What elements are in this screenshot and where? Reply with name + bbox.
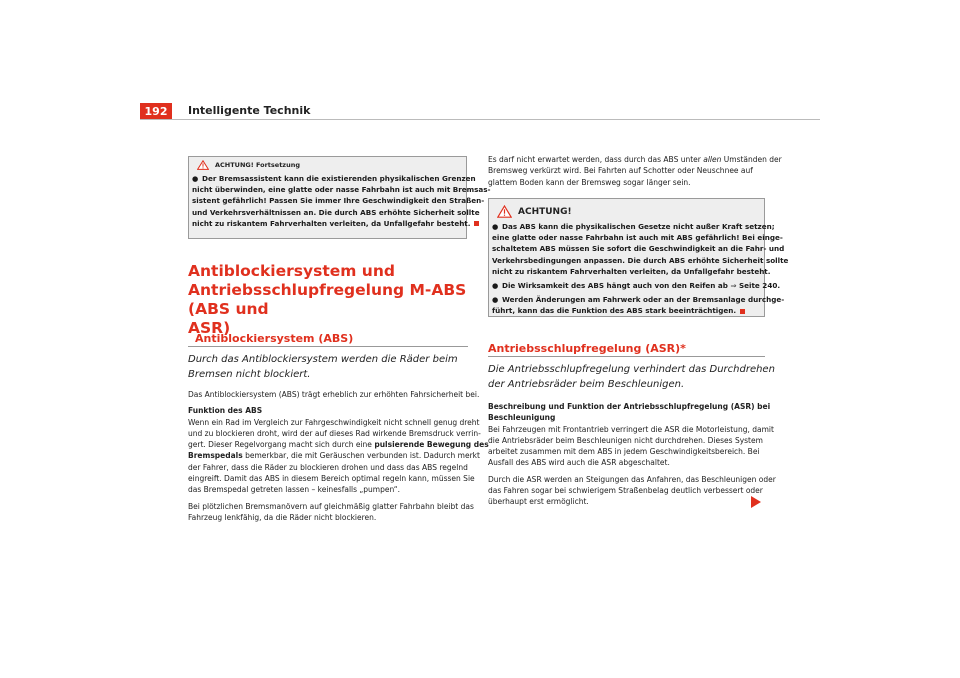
text-line: Bremsweg verkürzt wird. Bei Fahrten auf Schotter oder Neuschnee auf [488,166,753,176]
function-paragraph [188,417,489,496]
emphasis: pulsierende Bewegung des [374,440,489,450]
page-number: 192 [140,103,172,120]
text-line: das Bremspedal getreten lassen – keinesfalls „pumpen“. [188,485,400,495]
function-heading: Funktion des ABS [188,406,263,416]
bullet-icon: ● [492,281,499,291]
text-line: Bei plötzlichen Bremsmanövern auf gleichmäßig glatter Fahrbahn bleibt das [188,501,474,511]
final-paragraph [188,501,489,524]
text-line: führt, kann das die Funktion des ABS stark beeinträchtigen. [492,306,737,316]
emphasis: Bremspedals [188,451,243,461]
text-line: Bei Fahrzeugen mit Frontantrieb verringert die ASR die Motorleistung, damit [488,424,774,434]
title-line: Antiblockiersystem und [188,262,395,280]
warning-header [489,199,764,218]
bullet-icon: ● [492,222,499,231]
text-line: der Fahrer, dass die Räder zu blockieren drohen und dass das ABS regelnd [188,462,468,472]
asr-paragraph [488,424,776,469]
heading-rule [488,356,765,357]
asr-paragraph [488,474,776,508]
next-page-arrow-icon[interactable] [750,495,762,509]
text-line: Es darf nicht erwartet werden, dass durch das ABS unter [488,155,701,164]
text-line: das Fahren sogar bei schwierigem Straßenbelag deutlich verbessert oder [488,486,763,496]
title-line: Antriebsschlupfregelung M-ABS (ABS und [188,281,467,318]
header-rule [140,119,820,120]
abs-heading: Antiblockiersystem (ABS) [195,332,354,345]
lead-line: Die Antriebsschlupfregelung verhindert das Durchdrehen [488,364,775,375]
text-line: überhaupt erst ermöglicht. [488,497,589,507]
text-line: bemerkbar, die mit Geräuschen verbunden ist. Dadurch merkt [245,451,480,461]
lead-line: Durch das Antiblockiersystem werden die Räder beim [188,354,458,365]
abs-intro: Das Antiblockiersystem (ABS) trägt erheblich zur erhöhten Fahrsicherheit bei. [188,390,480,399]
warning-triangle-icon [197,160,209,170]
asr-subheading: Beschleunigung [488,413,556,423]
warning-text [489,221,789,317]
text-line: eingreift. Damit das ABS in diesem Bereich optimal regeln kann, müssen Sie [188,474,475,484]
text-line: schaltetem ABS müssen Sie sofort die Geschwindigkeit an die Fahr- und [492,244,785,254]
text-line: Fahrzeug lenkfähig, da die Räder nicht blockieren. [188,512,377,522]
text-line: Der Bremsassistent kann die existierenden physikalischen Grenzen [202,174,476,183]
asr-subheading: Beschreibung und Funktion der Antriebsschlupfregelung (ASR) bei [488,402,771,411]
end-marker-icon [474,221,479,226]
emphasis: allen [703,155,722,164]
arrow-icon: ⇒ [730,281,737,291]
asr-lead [488,363,775,392]
text-line: die Antriebsräder beim Beschleunigen nicht durchdrehen. Dieses System [488,435,763,445]
text-line: Das ABS kann die physikalischen Gesetze nicht außer Kraft setzen; [502,222,775,231]
heading-rule [188,346,468,347]
text-line: gert. Dieser Regelvorgang macht sich durch eine [188,440,372,450]
text-line: nicht überwinden, eine glatte oder nasse Fahrbahn ist auch mit Bremsas- [192,185,491,195]
running-title: Intelligente Technik [188,104,311,117]
warning-box [488,198,789,317]
text-line: Die Wirksamkeit des ABS hängt auch von den Reifen ab [502,281,728,291]
text-line: glattem Boden kann der Bremsweg sogar länger sein. [488,177,691,187]
page-reference-link[interactable]: Seite 240. [738,281,781,291]
bullet-icon: ● [492,295,499,305]
text-line: Werden Änderungen am Fahrwerk oder an der Bremsanlage durchge- [502,295,785,305]
text-line: sistent gefährlich! Passen Sie immer Ihre Geschwindigkeit den Straßen- [192,196,485,206]
text-line: Durch die ASR werden an Steigungen das Anfahren, das Beschleunigen oder [488,474,776,484]
asr-body [488,401,776,508]
text-line: nicht zu riskantem Fahrverhalten verleiten, da Unfallgefahr besteht. [492,266,771,276]
text-line: eine glatte oder nasse Fahrbahn ist auch mit ABS gefährlich! Bei einge- [492,233,783,243]
end-marker-icon [740,309,745,314]
text-line: Verkehrsbedingungen anpassen. Die durch ABS erhöhte Sicherheit sollte [492,255,789,265]
text-line: arbeitet zusammen mit dem ABS in jedem Geschwindigkeitsbereich. Bei [488,447,760,457]
warning-text [189,173,491,229]
bullet-icon: ● [192,174,199,183]
section-title [188,262,468,338]
warning-header [189,157,466,170]
abs-lead [188,353,458,382]
warning-label: ACHTUNG! [518,206,572,217]
text-line: nicht zu riskantem Fahrverhalten verleiten, da Unfallgefahr besteht. [192,218,471,228]
text-line: und Verkehrsverhältnissen an. Die durch ABS erhöhte Sicherheit sollte [192,207,480,217]
warning-box-continued [188,156,491,239]
abs-note [488,154,782,188]
asr-heading: Antriebsschlupfregelung (ASR)* [488,342,686,355]
text-line: Umständen der [723,155,782,164]
text-line: und zu blockieren droht, wird der auf dieses Rad wirkende Bremsdruck verrin- [188,428,481,438]
warning-label: ACHTUNG! Fortsetzung [215,161,300,169]
text-line: Ausfall des ABS wird auch die ASR abgeschaltet. [488,458,670,468]
warning-triangle-icon [497,205,512,218]
lead-line: Bremsen nicht blockiert. [188,368,311,380]
lead-line: der Antriebsräder beim Beschleunigen. [488,378,685,390]
abs-body [188,389,489,523]
text-line: Wenn ein Rad im Vergleich zur Fahrgeschwindigkeit nicht schnell genug dreht [188,417,480,427]
title-line: ASR) [188,319,231,337]
